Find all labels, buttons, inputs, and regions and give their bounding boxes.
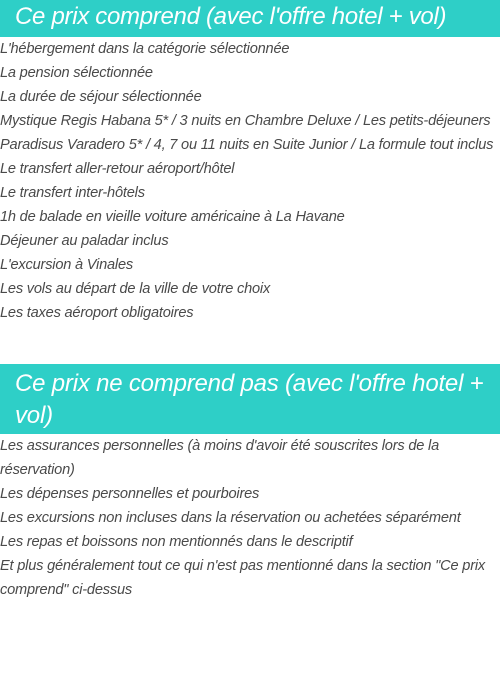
list-item: Les assurances personnelles (à moins d'avoir été souscrites lors de la réservation)	[0, 438, 439, 478]
list-item: Le transfert aller-retour aéroport/hôtel	[0, 161, 235, 177]
list-item: Les repas et boissons non mentionnés dans le descriptif	[0, 534, 353, 550]
list-item: Paradisus Varadero 5* / 4, 7 ou 11 nuits en Suite Junior / La formule tout inclus	[0, 137, 494, 153]
list-item: Le transfert inter-hôtels	[0, 185, 145, 201]
list-item: Les vols au départ de la ville de votre choix	[0, 281, 271, 297]
list-item: Mystique Regis Habana 5* / 3 nuits en Chambre Deluxe / Les petits-déjeuners	[0, 113, 491, 129]
list-item: Et plus généralement tout ce qui n'est pas mentionné dans la section "Ce prix comprend" ci-dessus	[0, 558, 485, 598]
list-item: Les excursions non incluses dans la réservation ou achetées séparément	[0, 510, 461, 526]
list-item: Les dépenses personnelles et pourboires	[0, 486, 260, 502]
list-item: Les taxes aéroport obligatoires	[0, 305, 194, 321]
section-spacer	[0, 325, 500, 364]
list-item: Déjeuner au paladar inclus	[0, 233, 169, 249]
included-list	[0, 37, 500, 325]
list-item: L'hébergement dans la catégorie sélectionnée	[0, 41, 290, 57]
included-section	[0, 0, 500, 325]
excluded-section	[0, 364, 500, 602]
list-item: L'excursion à Vinales	[0, 257, 133, 273]
list-item: 1h de balade en vieille voiture américaine à La Havane	[0, 209, 345, 225]
excluded-list	[0, 434, 500, 602]
list-item: La pension sélectionnée	[0, 65, 153, 81]
excluded-section-title: Ce prix ne comprend pas (avec l'offre hotel + vol)	[0, 364, 500, 434]
included-section-title: Ce prix comprend (avec l'offre hotel + vol)	[0, 0, 500, 37]
list-item: La durée de séjour sélectionnée	[0, 89, 202, 105]
